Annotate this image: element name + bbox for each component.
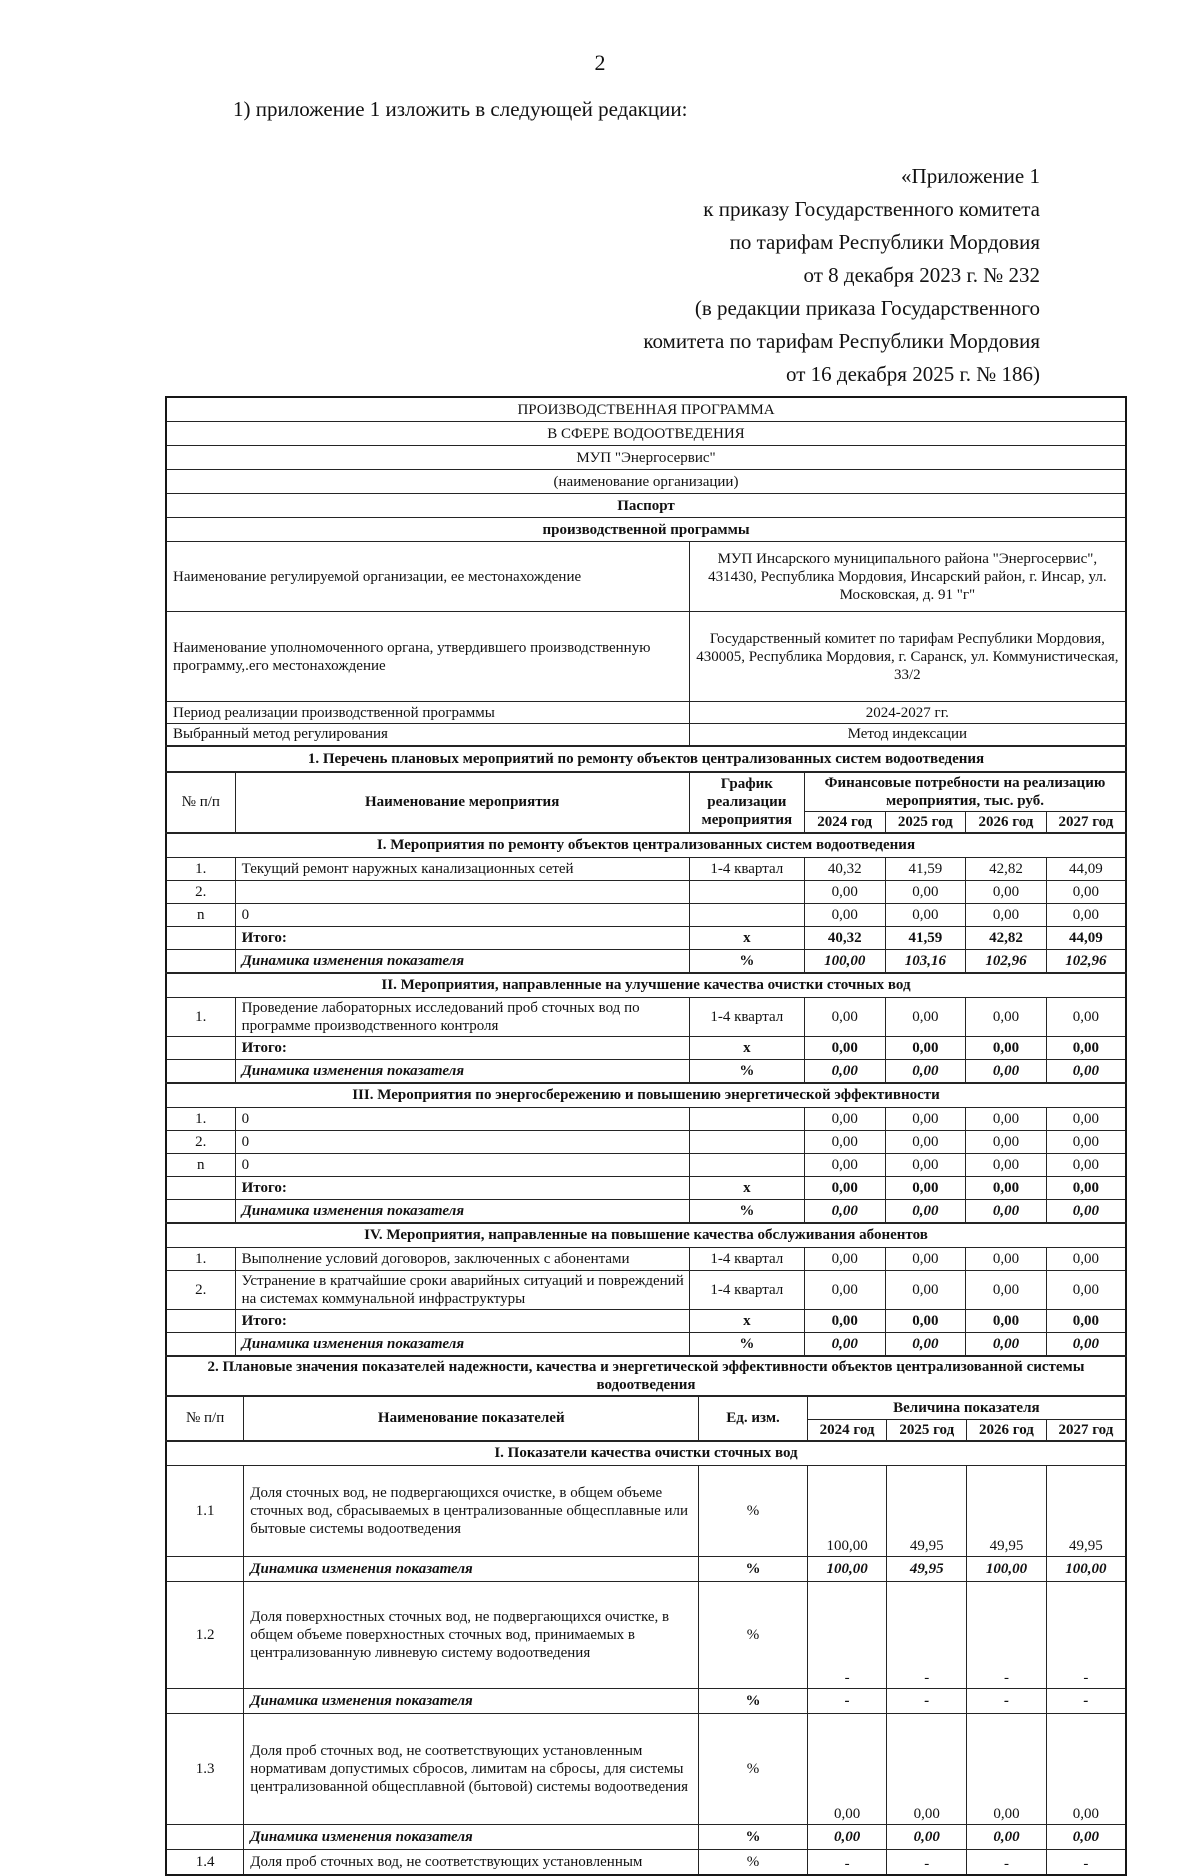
year-value: - xyxy=(1046,1581,1126,1688)
col-header-year: 2026 год xyxy=(967,1419,1047,1441)
unit: % xyxy=(699,1465,807,1556)
page-number: 2 xyxy=(594,50,606,75)
year-value: 0,00 xyxy=(885,1309,966,1332)
measure-name: Динамика изменения показателя xyxy=(235,1199,689,1223)
annex-line: к приказу Государственного комитета xyxy=(703,197,1040,221)
year-value: - xyxy=(967,1688,1047,1713)
annex-line: комитета по тарифам Республики Мордовия xyxy=(643,329,1040,353)
schedule: 1-4 квартал xyxy=(689,997,804,1036)
dynamics-label: Динамика изменения показателя xyxy=(244,1688,699,1713)
year-value: 0,00 xyxy=(1046,1153,1126,1176)
unit: % xyxy=(699,1849,807,1875)
row-number xyxy=(166,949,235,973)
year-value: 0,00 xyxy=(1046,1176,1126,1199)
year-value: 0,00 xyxy=(966,1107,1047,1130)
schedule: x xyxy=(689,926,804,949)
year-value: 100,00 xyxy=(807,1556,887,1581)
year-value: 100,00 xyxy=(804,949,885,973)
year-value: - xyxy=(807,1849,887,1875)
unit: % xyxy=(699,1824,807,1849)
row-number xyxy=(166,926,235,949)
row-number: n xyxy=(166,903,235,926)
dynamics-label: Динамика изменения показателя xyxy=(244,1824,699,1849)
table-row xyxy=(166,903,1126,926)
year-value: 0,00 xyxy=(1046,1036,1126,1059)
row-number: n xyxy=(166,1153,235,1176)
measure-name: Устранение в кратчайшие сроки аварийных ситуаций и повреждений на системах коммунальной инфраструктуры xyxy=(235,1270,689,1309)
measure-name: Итого: xyxy=(235,1036,689,1059)
year-value: 0,00 xyxy=(966,1130,1047,1153)
row-number xyxy=(166,1309,235,1332)
measure-name: Динамика изменения показателя xyxy=(235,1332,689,1356)
info-value: Государственный комитет по тарифам Республики Мордовия, 430005, Республика Мордовия, г. Саранск, ул. Коммунистическая, 33/2 xyxy=(689,612,1126,702)
annex-line: от 8 декабря 2023 г. № 232 xyxy=(803,263,1040,287)
subsection-title: II. Мероприятия, направленные на улучшение качества очистки сточных вод xyxy=(166,973,1126,998)
year-value: 0,00 xyxy=(1046,1059,1126,1083)
year-value: 0,00 xyxy=(885,1107,966,1130)
table-row xyxy=(166,1309,1126,1332)
year-value: 0,00 xyxy=(966,997,1047,1036)
measure-name: Проведение лабораторных исследований проб сточных вод по программе производственного контроля xyxy=(235,997,689,1036)
table-row xyxy=(166,1036,1126,1059)
measure-name: Итого: xyxy=(235,1176,689,1199)
section2-subsection-title: I. Показатели качества очистки сточных вод xyxy=(166,1441,1126,1466)
year-value: 0,00 xyxy=(885,1270,966,1309)
row-number: 1.2 xyxy=(166,1581,244,1688)
info-value: МУП Инсарского муниципального района "Энергосервис", 431430, Республика Мордовия, Инсарский район, г. Инсар, ул. Московская, д. 91 "г" xyxy=(689,542,1126,612)
info-label: Наименование регулируемой организации, ее местонахождение xyxy=(166,542,689,612)
measure-name xyxy=(235,880,689,903)
subsection-row xyxy=(166,973,1126,998)
year-value: 0,00 xyxy=(804,880,885,903)
schedule: % xyxy=(689,1059,804,1083)
table-row xyxy=(166,1199,1126,1223)
program-subtitle: В СФЕРЕ ВОДООТВЕДЕНИЯ xyxy=(166,422,1126,446)
year-value: 0,00 xyxy=(804,1332,885,1356)
year-value: 42,82 xyxy=(966,857,1047,880)
subsection-row xyxy=(166,1083,1126,1108)
subsection-row xyxy=(166,1223,1126,1248)
year-value: 0,00 xyxy=(1046,1824,1126,1849)
year-value: - xyxy=(807,1581,887,1688)
schedule: 1-4 квартал xyxy=(689,1247,804,1270)
col-header-name: Наименование мероприятия xyxy=(235,772,689,833)
year-value: 0,00 xyxy=(804,997,885,1036)
organization-name: МУП "Энергосервис" xyxy=(166,446,1126,470)
schedule xyxy=(689,1153,804,1176)
year-value: 102,96 xyxy=(966,949,1047,973)
year-value: 0,00 xyxy=(885,1199,966,1223)
year-value: 0,00 xyxy=(885,1130,966,1153)
table-row xyxy=(166,1849,1126,1875)
row-number xyxy=(166,1059,235,1083)
subsection-title: IV. Мероприятия, направленные на повышение качества обслуживания абонентов xyxy=(166,1223,1126,1248)
indicator-name: Доля проб сточных вод, не соответствующих установленным нормативам допустимых сбросов, лимитам на сбросы, для системы централизованной общесплавной (бытовой) системы водоотведения xyxy=(244,1713,699,1824)
passport-subtitle: производственной программы xyxy=(166,518,1126,542)
table-row xyxy=(166,1688,1126,1713)
year-value: 0,00 xyxy=(1046,1309,1126,1332)
year-value: 0,00 xyxy=(804,1199,885,1223)
year-value: - xyxy=(1046,1849,1126,1875)
measure-name: Выполнение условий договоров, заключенных с абонентами xyxy=(235,1247,689,1270)
row-number: 1.4 xyxy=(166,1849,244,1875)
col-header-year: 2027 год xyxy=(1046,1419,1126,1441)
annex-line: от 16 декабря 2025 г. № 186) xyxy=(786,362,1040,386)
year-value: 0,00 xyxy=(885,997,966,1036)
year-value: 0,00 xyxy=(885,1247,966,1270)
table-row xyxy=(166,1153,1126,1176)
year-value: 0,00 xyxy=(804,1247,885,1270)
year-value: - xyxy=(887,1581,967,1688)
year-value: 0,00 xyxy=(1046,1199,1126,1223)
intro-paragraph: 1) приложение 1 изложить в следующей редакции: xyxy=(233,97,688,121)
production-program-table xyxy=(165,396,1127,1357)
year-value: 0,00 xyxy=(885,1153,966,1176)
year-value: 0,00 xyxy=(1046,997,1126,1036)
table-row xyxy=(166,857,1126,880)
table-row xyxy=(166,1176,1126,1199)
section1-title: 1. Перечень плановых мероприятий по ремонту объектов централизованных систем водоотведения xyxy=(166,746,1126,772)
col-header-year: 2025 год xyxy=(885,811,966,833)
table-row xyxy=(166,1581,1126,1688)
subsection-title: I. Мероприятия по ремонту объектов централизованных систем водоотведения xyxy=(166,833,1126,858)
row-number: 1. xyxy=(166,997,235,1036)
year-value: 0,00 xyxy=(885,1059,966,1083)
year-value: 44,09 xyxy=(1046,857,1126,880)
year-value: 42,82 xyxy=(966,926,1047,949)
annex-line: (в редакции приказа Государственного xyxy=(694,296,1040,320)
col-header-year: 2024 год xyxy=(804,811,885,833)
year-value: 0,00 xyxy=(966,903,1047,926)
row-number xyxy=(166,1176,235,1199)
year-value: 0,00 xyxy=(804,903,885,926)
year-value: 100,00 xyxy=(1046,1556,1126,1581)
col-header-year: 2027 год xyxy=(1046,811,1126,833)
schedule: x xyxy=(689,1036,804,1059)
table-row xyxy=(166,1270,1126,1309)
measure-name: Итого: xyxy=(235,1309,689,1332)
measure-name: 0 xyxy=(235,903,689,926)
subsection-title: III. Мероприятия по энергосбережению и повышению энергетической эффективности xyxy=(166,1083,1126,1108)
measure-name: 0 xyxy=(235,1130,689,1153)
row-number: 2. xyxy=(166,1130,235,1153)
info-label: Период реализации производственной программы xyxy=(166,702,689,724)
schedule xyxy=(689,903,804,926)
year-value: 0,00 xyxy=(1046,903,1126,926)
row-number xyxy=(166,1332,235,1356)
table-row xyxy=(166,1332,1126,1356)
schedule: % xyxy=(689,1332,804,1356)
row-number: 1. xyxy=(166,1107,235,1130)
year-value: 0,00 xyxy=(966,1059,1047,1083)
table-row xyxy=(166,1130,1126,1153)
col-header-year: 2024 год xyxy=(807,1419,887,1441)
measure-name: Итого: xyxy=(235,926,689,949)
year-value: 0,00 xyxy=(966,880,1047,903)
passport-title: Паспорт xyxy=(166,494,1126,518)
year-value: 102,96 xyxy=(1046,949,1126,973)
year-value: - xyxy=(1046,1688,1126,1713)
year-value: - xyxy=(807,1688,887,1713)
row-number xyxy=(166,1556,244,1581)
row-number: 1.3 xyxy=(166,1713,244,1824)
year-value: 0,00 xyxy=(966,1176,1047,1199)
organization-name-caption: (наименование организации) xyxy=(166,470,1126,494)
measure-name: 0 xyxy=(235,1153,689,1176)
year-value: 40,32 xyxy=(804,926,885,949)
annex-line: «Приложение 1 xyxy=(901,164,1040,188)
year-value: 0,00 xyxy=(885,880,966,903)
schedule: 1-4 квартал xyxy=(689,857,804,880)
table-row xyxy=(166,997,1126,1036)
col-header-schedule: График реализации мероприятия xyxy=(689,772,804,833)
table-row xyxy=(166,926,1126,949)
measure-name: Динамика изменения показателя xyxy=(235,1059,689,1083)
program-title: ПРОИЗВОДСТВЕННАЯ ПРОГРАММА xyxy=(166,397,1126,422)
section2-title: 2. Плановые значения показателей надежности, качества и энергетической эффективности объектов централизованной системы водоотведения xyxy=(166,1356,1126,1396)
year-value: 0,00 xyxy=(887,1713,967,1824)
row-number xyxy=(166,1036,235,1059)
indicator-name: Доля сточных вод, не подвергающихся очистке, в общем объеме сточных вод, сбрасываемых в централизованные общесплавные или бытовые системы водоотведения xyxy=(244,1465,699,1556)
info-value: Метод индексации xyxy=(689,724,1126,746)
schedule: 1-4 квартал xyxy=(689,1270,804,1309)
indicator-name: Доля поверхностных сточных вод, не подвергающихся очистке, в общем объеме поверхностных сточных вод, принимаемых в централизованную ливневую систему водоотведения xyxy=(244,1581,699,1688)
schedule xyxy=(689,1130,804,1153)
year-value: 0,00 xyxy=(804,1176,885,1199)
year-value: 0,00 xyxy=(885,1332,966,1356)
measure-name: Текущий ремонт наружных канализационных сетей xyxy=(235,857,689,880)
row-number: 1. xyxy=(166,1247,235,1270)
year-value: 0,00 xyxy=(1046,880,1126,903)
col-header-year: 2026 год xyxy=(966,811,1047,833)
table-row xyxy=(166,880,1126,903)
table-row xyxy=(166,1556,1126,1581)
col-header-finance: Финансовые потребности на реализацию мероприятия, тыс. руб. xyxy=(804,772,1126,812)
col-header-value: Величина показателя xyxy=(807,1396,1126,1420)
col-header-num: № п/п xyxy=(166,1396,244,1441)
schedule: x xyxy=(689,1176,804,1199)
subsection-row xyxy=(166,833,1126,858)
row-number: 1. xyxy=(166,857,235,880)
schedule: % xyxy=(689,1199,804,1223)
year-value: 0,00 xyxy=(966,1270,1047,1309)
unit: % xyxy=(699,1713,807,1824)
year-value: - xyxy=(887,1849,967,1875)
table-row xyxy=(166,1059,1126,1083)
schedule: % xyxy=(689,949,804,973)
year-value: 41,59 xyxy=(885,857,966,880)
program-tables xyxy=(165,396,1127,1876)
year-value: 0,00 xyxy=(1046,1247,1126,1270)
year-value: - xyxy=(967,1849,1047,1875)
year-value: 0,00 xyxy=(807,1824,887,1849)
schedule xyxy=(689,1107,804,1130)
year-value: 0,00 xyxy=(804,1036,885,1059)
year-value: 0,00 xyxy=(807,1713,887,1824)
year-value: 0,00 xyxy=(804,1107,885,1130)
row-number: 2. xyxy=(166,880,235,903)
year-value: 100,00 xyxy=(807,1465,887,1556)
col-header-name: Наименование показателей xyxy=(244,1396,699,1441)
year-value: 0,00 xyxy=(1046,1107,1126,1130)
table-row xyxy=(166,1465,1126,1556)
year-value: 49,95 xyxy=(887,1465,967,1556)
year-value: - xyxy=(887,1688,967,1713)
year-value: 0,00 xyxy=(966,1036,1047,1059)
measure-name: Динамика изменения показателя xyxy=(235,949,689,973)
year-value: 0,00 xyxy=(804,1059,885,1083)
row-number xyxy=(166,1688,244,1713)
year-value: 0,00 xyxy=(804,1153,885,1176)
year-value: 49,95 xyxy=(1046,1465,1126,1556)
year-value: 0,00 xyxy=(804,1270,885,1309)
year-value: 0,00 xyxy=(1046,1130,1126,1153)
year-value: 0,00 xyxy=(966,1247,1047,1270)
row-number: 1.1 xyxy=(166,1465,244,1556)
year-value: 0,00 xyxy=(967,1713,1047,1824)
year-value: 0,00 xyxy=(967,1824,1047,1849)
info-label: Наименование уполномоченного органа, утвердившего производственную программу,.его местонахождение xyxy=(166,612,689,702)
year-value: 41,59 xyxy=(885,926,966,949)
year-value: 100,00 xyxy=(967,1556,1047,1581)
row-number xyxy=(166,1199,235,1223)
indicators-table xyxy=(165,1355,1127,1876)
annex-header xyxy=(420,160,1040,391)
year-value: 0,00 xyxy=(966,1332,1047,1356)
table-row xyxy=(166,1713,1126,1824)
year-value: 0,00 xyxy=(804,1130,885,1153)
year-value: 0,00 xyxy=(804,1309,885,1332)
schedule: x xyxy=(689,1309,804,1332)
year-value: 49,95 xyxy=(967,1465,1047,1556)
col-header-unit: Ед. изм. xyxy=(699,1396,807,1441)
info-value: 2024-2027 гг. xyxy=(689,702,1126,724)
year-value: - xyxy=(967,1581,1047,1688)
row-number: 2. xyxy=(166,1270,235,1309)
indicator-name: Доля проб сточных вод, не соответствующих установленным xyxy=(244,1849,699,1875)
unit: % xyxy=(699,1688,807,1713)
year-value: 0,00 xyxy=(887,1824,967,1849)
table-row xyxy=(166,949,1126,973)
schedule xyxy=(689,880,804,903)
table-row xyxy=(166,1247,1126,1270)
table-row xyxy=(166,1107,1126,1130)
col-header-year: 2025 год xyxy=(887,1419,967,1441)
dynamics-label: Динамика изменения показателя xyxy=(244,1556,699,1581)
year-value: 40,32 xyxy=(804,857,885,880)
row-number xyxy=(166,1824,244,1849)
unit: % xyxy=(699,1556,807,1581)
year-value: 0,00 xyxy=(966,1309,1047,1332)
unit: % xyxy=(699,1581,807,1688)
year-value: 0,00 xyxy=(885,903,966,926)
annex-line: по тарифам Республики Мордовия xyxy=(729,230,1040,254)
col-header-num: № п/п xyxy=(166,772,235,833)
year-value: 0,00 xyxy=(885,1036,966,1059)
measure-name: 0 xyxy=(235,1107,689,1130)
info-label: Выбранный метод регулирования xyxy=(166,724,689,746)
year-value: 103,16 xyxy=(885,949,966,973)
year-value: 0,00 xyxy=(1046,1713,1126,1824)
year-value: 0,00 xyxy=(1046,1332,1126,1356)
year-value: 0,00 xyxy=(966,1199,1047,1223)
year-value: 0,00 xyxy=(1046,1270,1126,1309)
year-value: 44,09 xyxy=(1046,926,1126,949)
year-value: 49,95 xyxy=(887,1556,967,1581)
table-row xyxy=(166,1824,1126,1849)
year-value: 0,00 xyxy=(885,1176,966,1199)
year-value: 0,00 xyxy=(966,1153,1047,1176)
